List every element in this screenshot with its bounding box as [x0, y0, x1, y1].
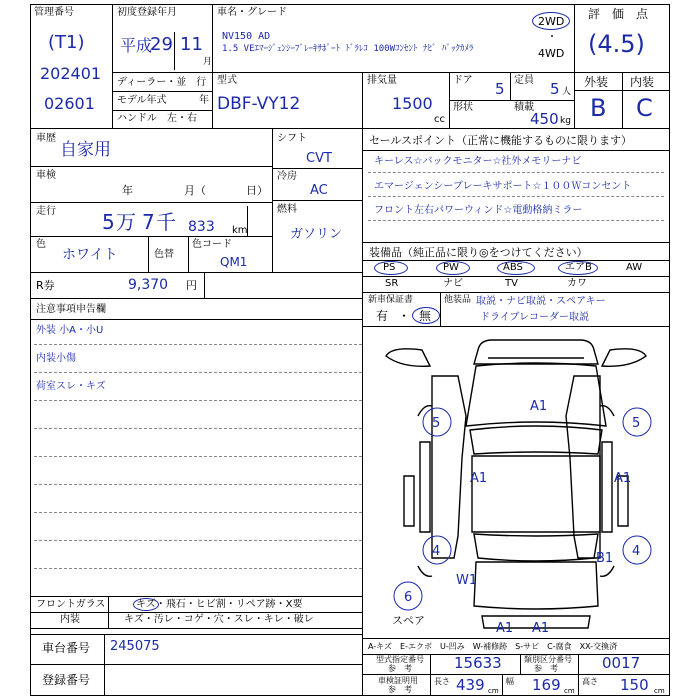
mark-left-side: A1	[470, 471, 488, 486]
model-year-unit: 年	[199, 95, 209, 106]
first-reg-era: 平成	[120, 36, 153, 55]
handle-label: ハンドル 左・右	[117, 113, 197, 124]
inspection-year-unit: 年	[122, 184, 133, 197]
drive-dot: ・	[547, 32, 557, 43]
divider	[272, 168, 362, 169]
warranty-dot: ・	[398, 309, 411, 323]
color-code-value: QM1	[220, 255, 248, 269]
reg-no-label: 登録番号	[42, 673, 91, 687]
note-rule	[34, 344, 362, 345]
mark-hood: A1	[530, 399, 548, 414]
sales-item-2: エマージェンシーブレーキサポート☆１００Ｗコンセント	[374, 181, 632, 192]
sales-item-1: キーレス☆バックモニター☆社外メモリーナビ	[374, 156, 582, 167]
width-label: 幅	[506, 677, 514, 686]
equip-sr[interactable]: SR	[385, 278, 399, 289]
inspection-day-unit: 日）	[246, 184, 268, 197]
note-line-3: 荷室スレ・キズ	[36, 381, 106, 392]
note-rule	[34, 400, 362, 401]
divider	[520, 654, 521, 674]
capacity-label: 定員	[514, 75, 534, 86]
divider	[574, 4, 575, 128]
divider	[362, 674, 670, 675]
exterior-value: B	[590, 94, 607, 122]
first-reg-label: 初度登録年月	[117, 7, 177, 18]
equip-leather[interactable]: カワ	[567, 278, 587, 289]
ac-value: AC	[310, 183, 328, 198]
mgmt-code: (T1)	[48, 32, 85, 53]
equip-tv[interactable]: TV	[505, 278, 518, 289]
mark-spare: 6	[404, 590, 413, 605]
damage-legend: A-キズ E-エクボ U-凹み W-補修跡 S-サビ C-腐食 XX-交換済	[368, 642, 618, 651]
divider	[362, 242, 670, 243]
divider	[30, 298, 362, 299]
model-value: DBF-VY12	[217, 94, 301, 114]
divider	[362, 292, 670, 293]
mgmt-number-2: 02601	[44, 94, 95, 113]
mileage-unit: km	[232, 225, 248, 236]
note-rule	[34, 428, 362, 429]
sales-rule	[368, 172, 664, 173]
color-value: ホワイト	[62, 247, 118, 263]
front-bumper-shape	[474, 340, 598, 364]
spare-label: スペア	[392, 614, 425, 627]
warranty-no[interactable]: 無	[419, 309, 432, 323]
recycle-label: R券	[36, 279, 55, 292]
displacement-value: 1500	[392, 94, 433, 113]
mileage-sen: 7	[142, 210, 155, 234]
equip-abs[interactable]: ABS	[503, 262, 523, 273]
dealer-label: ディーラー・並 行	[117, 77, 207, 88]
divider	[112, 110, 212, 111]
divider	[188, 236, 189, 272]
load-unit: kg	[560, 116, 571, 126]
shift-value: CVT	[306, 151, 332, 166]
recycle-value: 9,370	[128, 277, 169, 293]
divider	[30, 664, 362, 665]
inspection-label: 車検	[36, 170, 56, 181]
interior-row-label: 内装	[60, 614, 80, 625]
capacity-unit: 人	[562, 87, 572, 97]
left-mirror-shape	[386, 349, 430, 366]
equip-navi[interactable]: ナビ	[443, 278, 463, 289]
glass-text: キズ・飛石・ヒビ割・リペア跡・X要	[136, 599, 303, 610]
model-label: 型式	[217, 75, 237, 86]
mileage-label: 走行	[36, 206, 56, 217]
cert-ref: 参 考	[388, 685, 412, 694]
note-rule	[34, 568, 362, 569]
recycle-unit: 円	[186, 279, 197, 292]
divider	[578, 674, 579, 696]
note-rule	[34, 372, 362, 373]
divider	[212, 4, 213, 128]
equip-airbag[interactable]: エアB	[565, 262, 592, 273]
grade-value: (4.5)	[588, 30, 645, 58]
notes-label: 注意事項申告欄	[36, 304, 106, 315]
load-value: 450	[530, 110, 559, 128]
chassis-label: 車台番号	[42, 641, 91, 655]
mileage-rest: 833	[188, 219, 215, 235]
mark-tire-rl: 4	[432, 544, 441, 559]
divider	[362, 276, 670, 277]
fuel-value: ガソリン	[290, 227, 343, 242]
first-reg-month-unit: 月	[203, 57, 213, 67]
length-value: 439	[456, 676, 485, 694]
car-grade: 1.5 VEｴﾏｰｼﾞｪﾝｼｰﾌﾞﾚｰｷｻﾎﾟｰﾄ ﾄﾞﾗﾚｺ 100Wｺﾝｾﾝﾄ ﾅﾋﾞ ﾊﾞｯｸｶﾒﾗ	[222, 44, 474, 54]
rear-door-shape	[474, 562, 598, 609]
divider	[247, 206, 248, 236]
equip-pw[interactable]: PW	[443, 262, 459, 273]
right-side-shape	[566, 376, 600, 558]
divider	[30, 634, 362, 635]
fuel-label: 燃料	[277, 204, 297, 215]
other-label: 他装品	[444, 295, 472, 305]
divider	[272, 200, 362, 201]
warranty-yes[interactable]: 有	[376, 309, 389, 323]
divider	[502, 674, 503, 696]
interior-row-text: キズ・汚レ・コゲ・穴・スレ・キレ・破レ	[124, 614, 314, 625]
width-value: 169	[532, 676, 561, 694]
other-line-2: ドライブレコーダー取説	[480, 312, 589, 323]
color-label: 色	[36, 239, 46, 250]
sales-item-3: フロント左右パワーウィンド☆電動格納ミラー	[374, 205, 583, 216]
mark-tire-fl: 5	[432, 416, 441, 431]
first-reg-month: 11	[180, 34, 203, 55]
length-label: 長さ	[434, 677, 450, 686]
mgmt-label: 管理番号	[34, 7, 74, 18]
drive-2wd[interactable]: 2WD	[538, 15, 565, 28]
glass-label: フロントガラス	[36, 599, 106, 610]
right-mirror-shape	[602, 349, 646, 366]
car-name: NV150 AD	[222, 31, 271, 42]
chassis-value: 245075	[110, 639, 160, 654]
history-value: 自家用	[60, 140, 111, 160]
mark-tire-fr: 5	[632, 416, 641, 431]
divider	[30, 202, 272, 203]
mark-left-rear: W1	[456, 573, 478, 588]
divider	[510, 72, 511, 100]
grade-label: 評 価 点	[588, 7, 649, 21]
mark-rear-left: A1	[496, 621, 514, 636]
height-value: 150	[620, 676, 649, 694]
class-number-value: 0017	[602, 654, 641, 672]
divider	[622, 72, 623, 128]
divider	[174, 32, 175, 70]
doors-value: 5	[495, 80, 505, 98]
mark-right-side: A1	[614, 471, 632, 486]
mileage-man-unit: 万	[116, 210, 136, 234]
note-line-1: 外装 小A・小U	[36, 325, 104, 336]
divider	[574, 90, 670, 91]
displacement-unit: cc	[434, 114, 445, 125]
divider	[112, 72, 574, 73]
divider	[430, 654, 431, 696]
shift-label: シフト	[277, 133, 307, 144]
model-year-label: モデル年式	[117, 95, 167, 106]
note-rule	[34, 540, 362, 541]
divider	[30, 166, 272, 167]
sales-label: セールスポイント（正常に機能するものに限ります）	[369, 134, 633, 147]
note-rule	[34, 456, 362, 457]
height-label: 高さ	[582, 677, 598, 686]
divider	[449, 100, 574, 101]
sales-rule	[368, 220, 664, 221]
divider	[204, 272, 205, 298]
note-rule	[34, 512, 362, 513]
sales-rule	[368, 196, 664, 197]
divider	[148, 236, 149, 272]
exterior-label: 外装	[584, 75, 609, 89]
divider	[578, 654, 579, 674]
divider	[30, 319, 362, 320]
color-code-label: 色コード	[192, 239, 232, 250]
divider	[104, 634, 105, 696]
hood-shape	[466, 363, 606, 426]
divider	[30, 628, 362, 629]
length-unit: cm	[488, 687, 499, 695]
mark-rear-right: A1	[532, 621, 550, 636]
roof-shape	[472, 456, 600, 532]
left-side-shape	[432, 376, 466, 558]
equip-aw[interactable]: AW	[626, 262, 643, 273]
mark-right-rear: B1	[596, 551, 614, 566]
inspection-month-unit: 月（	[184, 184, 206, 197]
first-reg-year: 29	[150, 34, 173, 55]
equip-label: 装備品（純正品に限り◎をつけてください）	[369, 246, 588, 259]
divider	[112, 91, 212, 92]
capacity-value: 5	[550, 80, 560, 98]
divider	[30, 596, 362, 597]
mgmt-number-1: 202401	[40, 64, 102, 83]
car-label: 車名・グレード	[217, 7, 287, 18]
class-number-ref: 参 考	[534, 664, 558, 673]
type-number-ref: 参 考	[388, 664, 412, 673]
note-rule	[34, 484, 362, 485]
mileage-sen-unit: 千	[156, 210, 176, 234]
divider	[362, 638, 670, 639]
divider	[362, 150, 670, 151]
ac-label: 冷房	[277, 171, 297, 182]
width-unit: cm	[564, 687, 575, 695]
class-number-label: 類別区分番号	[524, 655, 572, 664]
color-change-label: 色替	[154, 249, 174, 260]
interior-value: C	[636, 94, 653, 122]
type-number-label: 型式指定番号	[376, 655, 424, 664]
divider	[362, 72, 363, 128]
divider	[30, 236, 272, 237]
doors-label: ドア	[453, 75, 473, 86]
displacement-label: 排気量	[367, 75, 397, 86]
divider	[30, 612, 362, 613]
rear-window-shape	[474, 534, 598, 561]
interior-label: 内装	[630, 75, 655, 89]
windshield-shape	[470, 426, 602, 454]
divider	[440, 292, 441, 326]
type-number-value: 15633	[454, 654, 502, 672]
other-line-1: 取説・ナビ取説・スペアキー	[476, 296, 606, 307]
load-label: 積載	[514, 102, 534, 113]
mileage-man: 5	[102, 210, 115, 234]
divider	[30, 128, 670, 129]
warranty-label: 新車保証書	[368, 295, 414, 305]
height-unit: cm	[654, 687, 665, 695]
mark-tire-rr: 4	[632, 544, 641, 559]
car-damage-diagram	[362, 326, 670, 638]
drive-4wd[interactable]: 4WD	[538, 47, 565, 60]
cert-label: 車検証明用	[378, 676, 418, 685]
divider	[30, 272, 362, 273]
equip-ps[interactable]: PS	[383, 262, 396, 273]
shape-label: 形状	[453, 102, 473, 113]
note-line-2: 内装小傷	[36, 353, 76, 364]
history-label: 車歴	[36, 133, 56, 144]
